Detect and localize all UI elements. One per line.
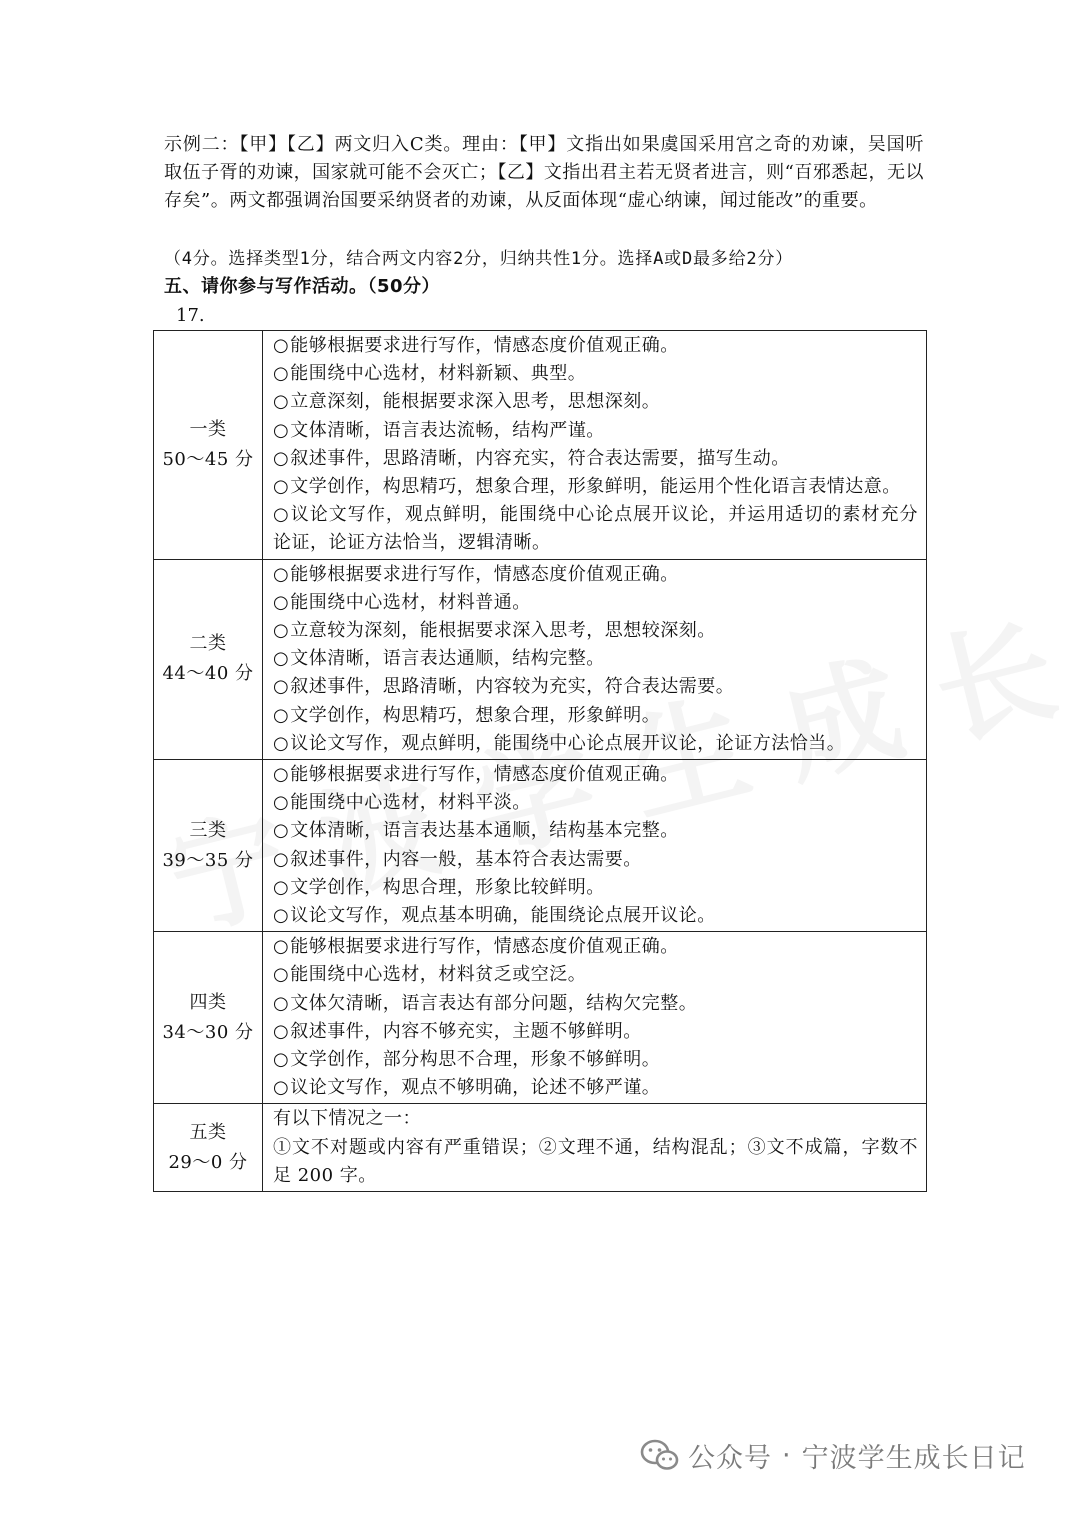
circle-bullet-icon: ○ bbox=[273, 476, 290, 498]
category-cell bbox=[154, 932, 263, 1104]
criterion: ○议论文写作，观点鲜明，能围绕中心论点展开议论，并运用适切的素材充分论证，论证方法恰当，逻辑清晰。 bbox=[273, 504, 918, 554]
question-number: 17. bbox=[176, 305, 205, 326]
rubric-table bbox=[153, 330, 927, 1192]
section-heading: 五、请你参与写作活动。（50分） bbox=[164, 276, 441, 297]
circle-bullet-icon: ○ bbox=[273, 792, 290, 814]
circle-bullet-icon: ○ bbox=[273, 620, 290, 642]
circle-bullet-icon: ○ bbox=[273, 335, 290, 356]
category-label: 三类 bbox=[189, 819, 227, 841]
rubric-row bbox=[154, 559, 927, 759]
circle-bullet-icon: ○ bbox=[273, 992, 290, 1014]
footer-account-name: 宁波学生成长日记 bbox=[801, 1442, 1026, 1474]
footer-label: 公众号 bbox=[688, 1442, 772, 1474]
circle-bullet-icon: ○ bbox=[273, 820, 290, 842]
circle-bullet-icon: ○ bbox=[273, 964, 290, 986]
criterion: ○立意深刻，能根据要求深入思考，思想深刻。 bbox=[273, 391, 661, 413]
circle-bullet-icon: ○ bbox=[273, 704, 290, 726]
criteria-cell bbox=[263, 559, 927, 759]
score-range: 34～30 分 bbox=[162, 1021, 254, 1043]
criterion: ○叙述事件，内容一般，基本符合表达需要。 bbox=[273, 848, 642, 870]
criterion: ○议论文写作，观点鲜明，能围绕中心论点展开议论，论证方法恰当。 bbox=[273, 732, 846, 754]
circle-bullet-icon: ○ bbox=[273, 905, 290, 927]
wechat-icon bbox=[640, 1438, 680, 1472]
criterion: ○叙述事件，思路清晰，内容充实，符合表达需要，描写生动。 bbox=[273, 447, 790, 469]
circle-bullet-icon: ○ bbox=[273, 447, 290, 469]
circle-bullet-icon: ○ bbox=[273, 648, 290, 670]
criteria-intro: 有以下情况之一： bbox=[273, 1108, 421, 1130]
example-paragraph: 示例二：【甲】【乙】两文归入C类。理由：【甲】文指出如果虞国采用宫之奇的劝谏，吴国听取伍子胥的劝谏，国家就可能不会灭亡；【乙】文指出君主若无贤者进言，则“百邪悉起，无以存矣”。两文都强调治国要采纳贤者的劝谏，从反面体现“虚心纳谏，闻过能改”的重要。 bbox=[164, 134, 924, 211]
criterion: ○能够根据要求进行写作，情感态度价值观正确。 bbox=[273, 563, 679, 585]
rubric-row bbox=[154, 932, 927, 1104]
category-cell bbox=[154, 760, 263, 932]
category-cell bbox=[154, 1104, 263, 1192]
score-range: 50～45 分 bbox=[162, 448, 254, 470]
circle-bullet-icon: ○ bbox=[273, 1077, 290, 1099]
criterion: ○文体欠清晰，语言表达有部分问题，结构欠完整。 bbox=[273, 992, 698, 1014]
circle-bullet-icon: ○ bbox=[273, 676, 290, 698]
criterion: ○议论文写作，观点不够明确，论述不够严谨。 bbox=[273, 1077, 661, 1099]
criteria-cell bbox=[263, 331, 927, 560]
criteria-cell bbox=[263, 932, 927, 1104]
criterion: ○文学创作，部分构思不合理，形象不够鲜明。 bbox=[273, 1049, 661, 1071]
footer-separator: · bbox=[782, 1439, 792, 1471]
circle-bullet-icon: ○ bbox=[273, 563, 290, 585]
rubric-row bbox=[154, 331, 927, 560]
criteria-cell bbox=[263, 760, 927, 932]
criterion: ○文体清晰，语言表达通顺，结构完整。 bbox=[273, 648, 605, 670]
circle-bullet-icon: ○ bbox=[273, 848, 290, 870]
criterion: ○叙述事件，思路清晰，内容较为充实，符合表达需要。 bbox=[273, 676, 735, 698]
category-label: 四类 bbox=[189, 991, 227, 1013]
circle-bullet-icon: ○ bbox=[273, 764, 290, 786]
score-range: 29～0 分 bbox=[168, 1151, 248, 1173]
criterion: ○文学创作，构思合理，形象比较鲜明。 bbox=[273, 876, 605, 898]
criterion: ○能围绕中心选材，材料新颖、典型。 bbox=[273, 363, 587, 385]
score-range: 44～40 分 bbox=[162, 663, 254, 685]
circle-bullet-icon: ○ bbox=[273, 1020, 290, 1042]
criterion: ○能够根据要求进行写作，情感态度价值观正确。 bbox=[273, 335, 679, 356]
rubric-row bbox=[154, 760, 927, 932]
category-label: 一类 bbox=[189, 418, 227, 440]
category-label: 五类 bbox=[189, 1121, 227, 1143]
criterion: ○能够根据要求进行写作，情感态度价值观正确。 bbox=[273, 936, 679, 958]
criterion: ○议论文写作，观点基本明确，能围绕论点展开议论。 bbox=[273, 905, 716, 927]
circle-bullet-icon: ○ bbox=[273, 504, 290, 526]
category-cell bbox=[154, 331, 263, 560]
criterion: ○能够根据要求进行写作，情感态度价值观正确。 bbox=[273, 764, 679, 786]
criterion: ○文学创作，构思精巧，想象合理，形象鲜明，能运用个性化语言表情达意。 bbox=[273, 476, 901, 498]
circle-bullet-icon: ○ bbox=[273, 936, 290, 958]
circle-bullet-icon: ○ bbox=[273, 1049, 290, 1071]
circle-bullet-icon: ○ bbox=[273, 391, 290, 413]
circle-bullet-icon: ○ bbox=[273, 876, 290, 898]
category-cell bbox=[154, 559, 263, 759]
criteria-detail: ①文不对题或内容有严重错误；②文理不通，结构混乱；③文不成篇，字数不足 200 字。 bbox=[273, 1136, 918, 1186]
criteria-cell bbox=[263, 1104, 927, 1192]
criterion: ○能围绕中心选材，材料贫乏或空泛。 bbox=[273, 964, 587, 986]
footer-account bbox=[640, 1433, 1026, 1477]
circle-bullet-icon: ○ bbox=[273, 591, 290, 613]
criterion: ○文体清晰，语言表达基本通顺，结构基本完整。 bbox=[273, 820, 679, 842]
criterion: ○文体清晰，语言表达流畅，结构严谨。 bbox=[273, 419, 605, 441]
category-label: 二类 bbox=[189, 633, 227, 655]
circle-bullet-icon: ○ bbox=[273, 732, 290, 754]
criterion: ○立意较为深刻，能根据要求深入思考，思想较深刻。 bbox=[273, 620, 716, 642]
circle-bullet-icon: ○ bbox=[273, 419, 290, 441]
circle-bullet-icon: ○ bbox=[273, 363, 290, 385]
criterion: ○叙述事件，内容不够充实，主题不够鲜明。 bbox=[273, 1020, 642, 1042]
criterion: ○文学创作，构思精巧，想象合理，形象鲜明。 bbox=[273, 704, 661, 726]
scoring-note: （4分。选择类型1分，结合两文内容2分，归纳共性1分。选择A或D最多给2分） bbox=[164, 249, 794, 269]
criterion: ○能围绕中心选材，材料平淡。 bbox=[273, 792, 531, 814]
score-range: 39～35 分 bbox=[162, 849, 254, 871]
criterion: ○能围绕中心选材，材料普通。 bbox=[273, 591, 531, 613]
rubric-row-last bbox=[154, 1104, 927, 1192]
